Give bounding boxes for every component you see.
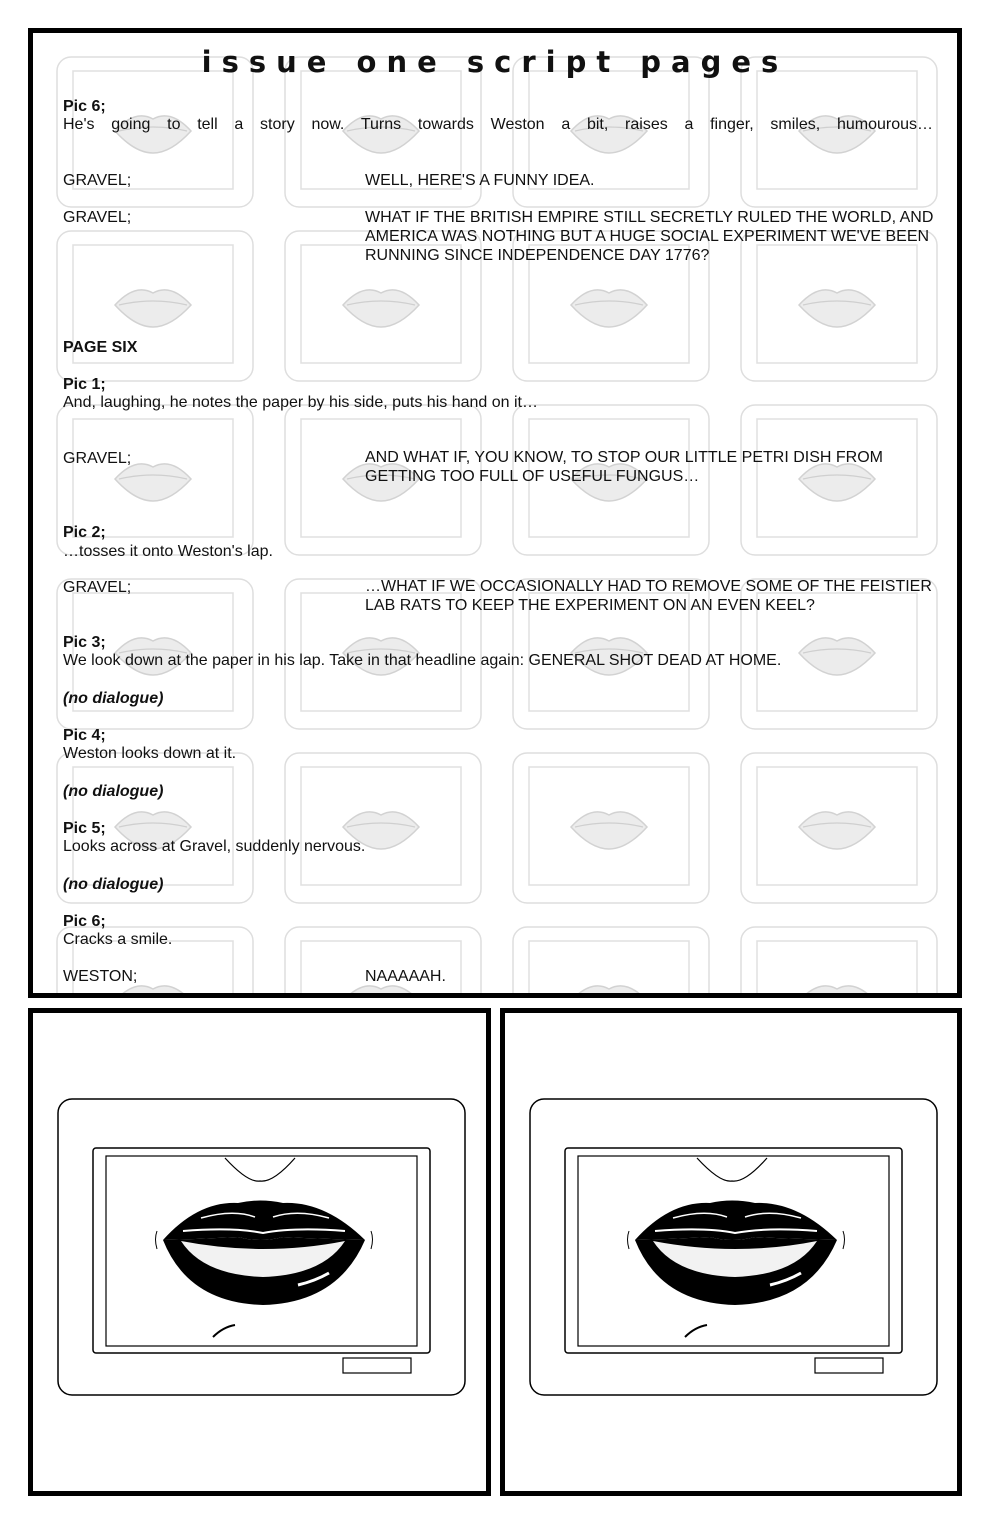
- pic2-heading: Pic 2;: [63, 524, 106, 541]
- speaker-gravel: GRAVEL;: [63, 579, 132, 596]
- no-dialogue-note: (no dialogue): [63, 783, 164, 800]
- speaker-weston: WESTON;: [63, 968, 138, 985]
- background-lips-tile: [57, 231, 253, 381]
- comic-panel-right: [500, 1008, 962, 1496]
- pic4-heading: Pic 4;: [63, 727, 106, 744]
- background-lips-tile: [285, 753, 481, 903]
- dialogue-line: WELL, HERE'S A FUNNY IDEA.: [365, 172, 595, 189]
- page-title: issue one script pages: [201, 45, 789, 79]
- lips-drawing: [628, 1158, 845, 1337]
- pic3-heading: Pic 3;: [63, 634, 106, 651]
- background-lips-tile: [513, 753, 709, 903]
- mouth-screen-illustration: [505, 1013, 957, 1491]
- no-dialogue-note: (no dialogue): [63, 876, 164, 893]
- dialogue-line: NAAAAAH.: [365, 968, 446, 985]
- speaker-gravel: GRAVEL;: [63, 209, 132, 226]
- comic-panel-left: [28, 1008, 491, 1496]
- page-six-heading: PAGE SIX: [63, 339, 138, 356]
- pic2-description: …tosses it onto Weston's lap.: [63, 543, 273, 560]
- speaker-gravel: GRAVEL;: [63, 172, 132, 189]
- pic3-description: We look down at the paper in his lap. Take in that headline again: GENERAL SHOT DEAD AT HOME.: [63, 652, 782, 669]
- no-dialogue-note: (no dialogue): [63, 690, 164, 707]
- pic1-description: And, laughing, he notes the paper by his side, puts his hand on it…: [63, 394, 538, 411]
- speaker-gravel: GRAVEL;: [63, 450, 132, 467]
- pic6-heading: Pic 6;: [63, 98, 106, 115]
- dialogue-line: …WHAT IF WE OCCASIONALLY HAD TO REMOVE SOME OF THE FEISTIER LAB RATS TO KEEP THE EXPERIMENT ON AN EVEN KEEL?: [365, 578, 932, 614]
- dialogue-line: WHAT IF THE BRITISH EMPIRE STILL SECRETLY RULED THE WORLD, AND AMERICA WAS NOTHING BUT A HUGE SOCIAL EXPERIMENT WE'VE BEEN RUNNING SINCE INDEPENDENCE DAY 1776?: [365, 209, 934, 264]
- background-lips-tile: [741, 753, 937, 903]
- pic4-description: Weston looks down at it.: [63, 745, 237, 762]
- pic6-description: He's going to tell a story now. Turns towards Weston a bit, raises a finger, smiles, humourous…: [63, 116, 933, 133]
- pic5-description: Looks across at Gravel, suddenly nervous.: [63, 838, 366, 855]
- pic6-description: Cracks a smile.: [63, 931, 173, 948]
- pic1-heading: Pic 1;: [63, 376, 106, 393]
- mouth-screen-illustration: [33, 1013, 486, 1491]
- dialogue-line: AND WHAT IF, YOU KNOW, TO STOP OUR LITTLE PETRI DISH FROM GETTING TOO FULL OF USEFUL FUNGUS…: [365, 449, 883, 485]
- lips-drawing: [156, 1158, 373, 1337]
- pic5-heading: Pic 5;: [63, 820, 106, 837]
- script-panel: [28, 28, 962, 998]
- pic6-heading: Pic 6;: [63, 913, 106, 930]
